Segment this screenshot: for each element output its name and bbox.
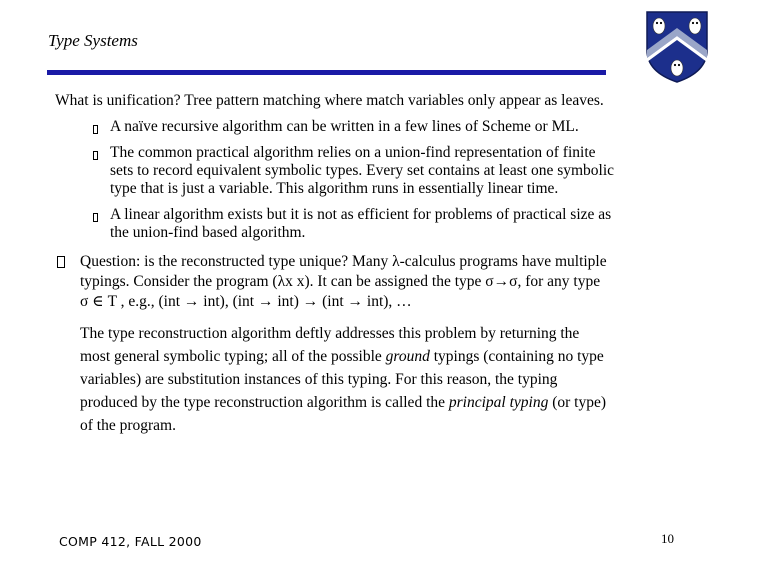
footer-course: COMP 412, FALL 2000 bbox=[59, 534, 202, 549]
question-line-1: Question: is the reconstructed type unique? Many λ-calculus programs have multiple bbox=[80, 253, 607, 270]
bullet-icon bbox=[93, 213, 98, 222]
paragraph-line-2 bbox=[80, 348, 604, 367]
sub-bullet-1: A naïve recursive algorithm can be written in a few lines of Scheme or ML. bbox=[110, 118, 579, 135]
bullet-icon bbox=[93, 125, 98, 134]
emphasis-principal-typing: principal typing bbox=[448, 394, 549, 411]
question-line-3: σ ∈ T , e.g., (int → int), (int → int) → (int → int), … bbox=[80, 293, 412, 310]
paragraph-line-4-b: (or type) bbox=[548, 394, 606, 411]
paragraph-line-1: The type reconstruction algorithm deftly addresses this problem by returning the bbox=[80, 325, 580, 342]
sub-bullet-2-line-2: sets to record equivalent symbolic types. Every set contains at least one symbolic bbox=[110, 162, 615, 179]
sub-bullet-3-line-1: A linear algorithm exists but it is not as efficient for problems of practical size as bbox=[110, 206, 612, 223]
paragraph-line-2-b: typings (containing no type bbox=[429, 348, 604, 365]
title-underline bbox=[47, 70, 606, 75]
question-line-2: typings. Consider the program (λx x). It can be assigned the type σ→σ, for any type bbox=[80, 273, 601, 290]
slide-title: Type Systems bbox=[48, 31, 138, 50]
page-number: 10 bbox=[661, 531, 674, 546]
rice-shield-logo bbox=[645, 10, 709, 84]
paragraph-line-2-a: most general symbolic typing; all of the possible bbox=[80, 348, 386, 365]
intro-text: What is unification? Tree pattern matching where match variables only appear as leaves. bbox=[55, 92, 604, 109]
sub-bullet-2-line-3: type that is just a variable. This algorithm runs in essentially linear time. bbox=[110, 180, 559, 197]
paragraph-line-4 bbox=[80, 394, 606, 413]
paragraph-line-5: of the program. bbox=[80, 417, 176, 434]
bullet-icon bbox=[93, 151, 98, 160]
sub-bullet-2-line-1: The common practical algorithm relies on a union-find representation of finite bbox=[110, 144, 596, 161]
paragraph-line-4-a: produced by the type reconstruction algorithm is called the bbox=[80, 394, 449, 411]
sub-bullet-3-line-2: the union-find based algorithm. bbox=[110, 224, 306, 241]
paragraph-line-3: variables) are substitution instances of this typing. For this reason, the typing bbox=[80, 371, 558, 388]
emphasis-ground: ground bbox=[385, 348, 430, 365]
bullet-icon bbox=[57, 256, 65, 268]
